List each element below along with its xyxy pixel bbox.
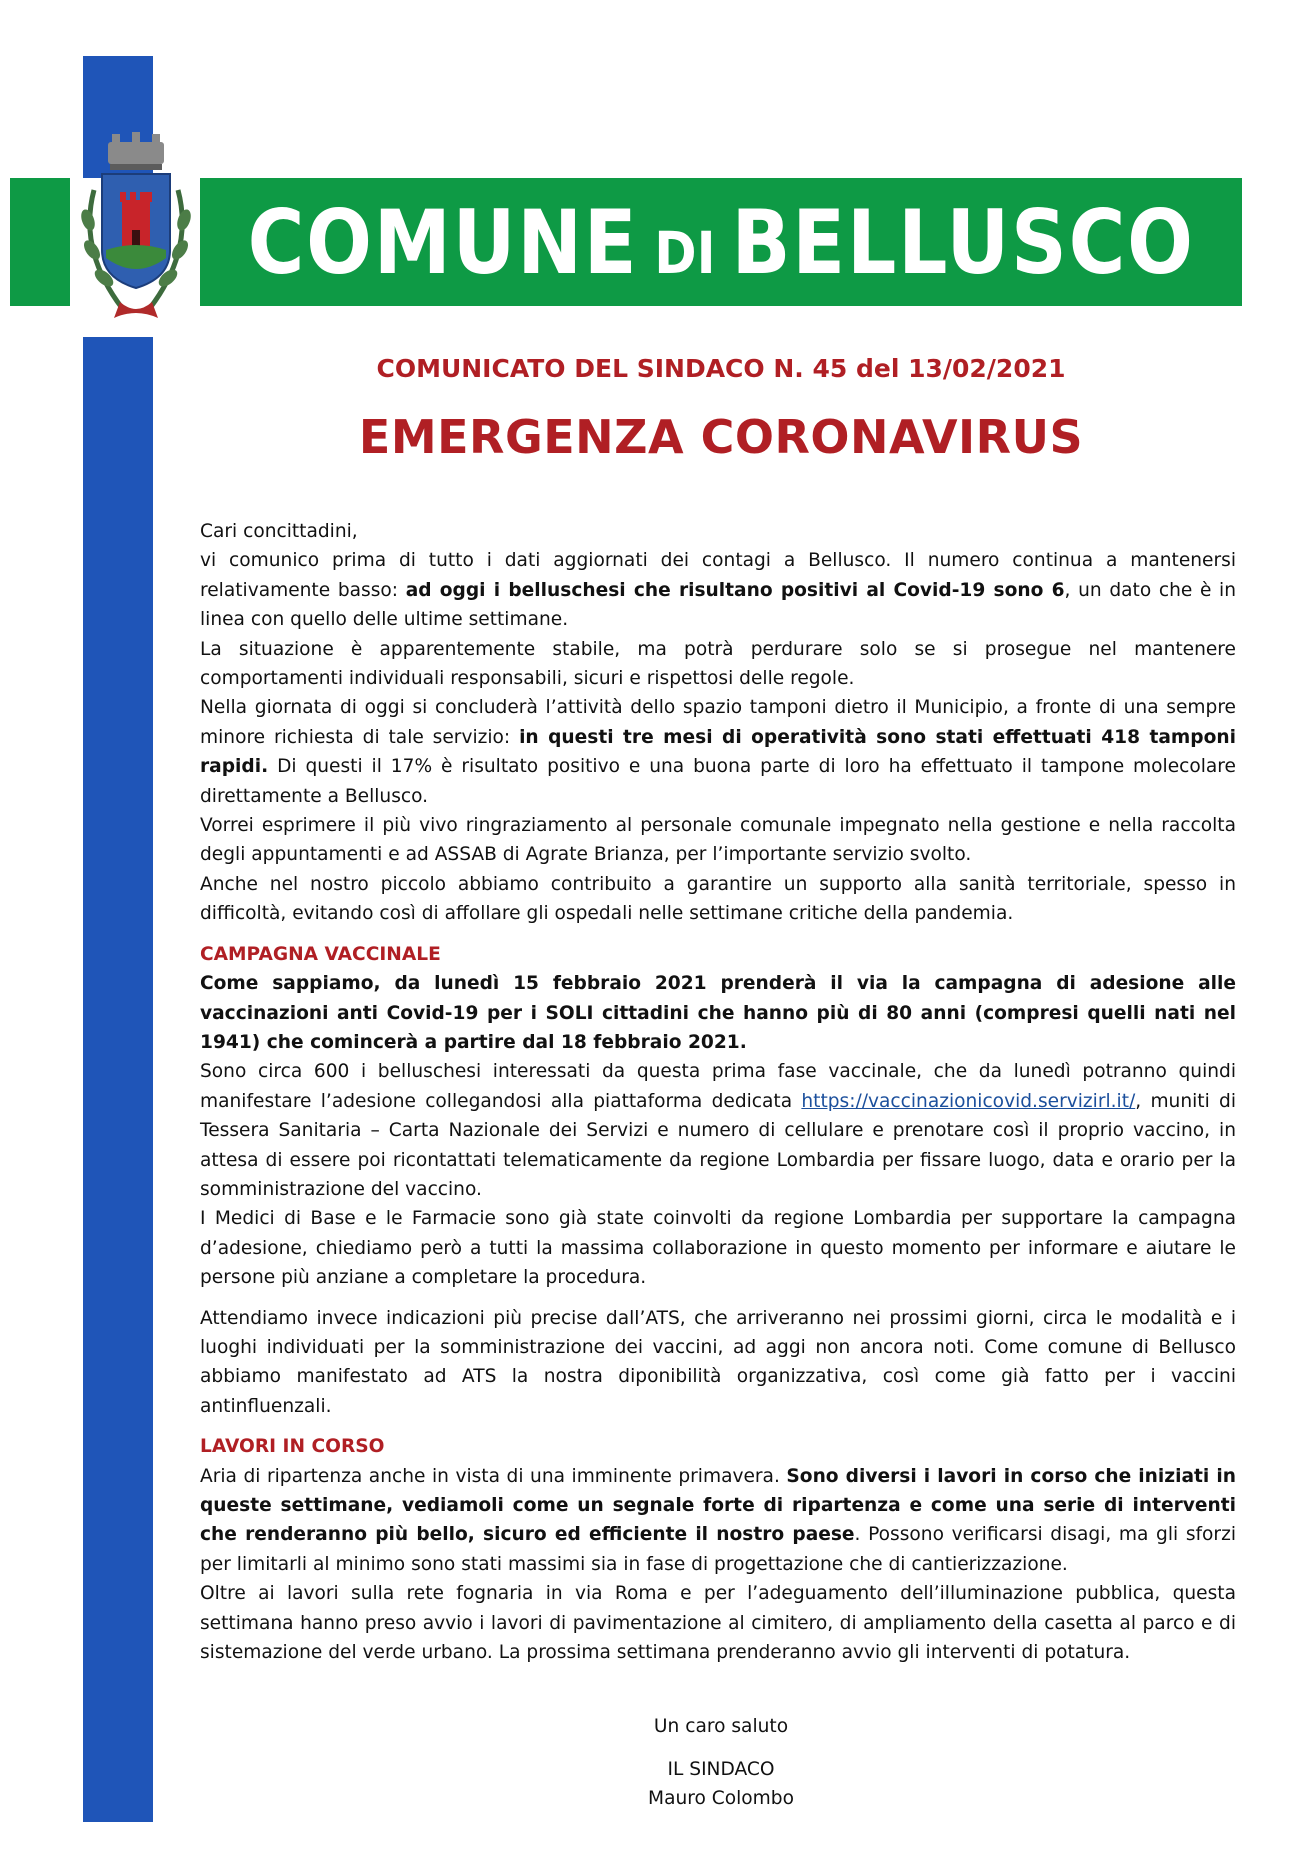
text-run: Nella giornata di oggi si concluderà l’attività dello spazio tamponi dietro il Municipio, a fronte di una sempre minore richiesta di tale servizio: [200, 697, 1236, 748]
signature-name: Mauro Colombo [648, 1788, 794, 1809]
blue-stripe-main [83, 337, 153, 1822]
municipal-crest-icon [72, 130, 200, 330]
comune-banner [200, 178, 1242, 306]
banner-title [247, 191, 1194, 294]
text-run: . Possono verificarsi disagi, ma gli sforzi per limitarli al minimo sono stati massimi sia in fase di progettazione che di cantierizzazione. [200, 1524, 1236, 1575]
communicato-title: COMUNICATO DEL SINDACO N. 45 del 13/02/2021 [376, 354, 1066, 383]
intro-paragraph-2: La situazione è apparentemente stabile, ma potrà perdurare solo se si prosegue nel mantenere comportamenti individuali responsabili, sicuri e rispettosi delle regole. [200, 638, 1236, 690]
banner-word-bellusco: BELLUSCO [731, 190, 1195, 294]
text-run: , un dato che è in linea con quello delle ultime settimane. [200, 579, 1236, 631]
intro-paragraph-1 [200, 546, 1236, 634]
letter-body [200, 517, 1236, 1667]
vaccini-paragraph-4: Attendiamo invece indicazioni più precise dall’ATS, che arriveranno nei prossimi giorni, circa le modalità e i luoghi individuati per la somministrazione dei vaccini, ad aggi non ancora noti. Come comune di Bellusco abbiamo manifestato ad ATS la nostra diponibilità organizzativa, così come già fatto per i vaccini antinfluenzali. [200, 1307, 1236, 1417]
vaccini-paragraph-3: I Medici di Base e le Farmacie sono già state coinvolti da regione Lombardia per supportare la campagna d’adesione, chiediamo però a tutti la massima collaborazione in questo momento per informare e aiutare le persone più anziane a completare la procedura. [200, 1208, 1236, 1289]
closing-salutation: Un caro saluto [653, 1716, 789, 1737]
bold-run: ad oggi i belluschesi che risultano positivi al Covid-19 sono 6 [405, 579, 1065, 601]
intro-paragraph-5: Anche nel nostro piccolo abbiamo contribuito a garantire un supporto alla sanità territoriale, spesso in difficoltà, evitando così di affollare gli ospedali nelle settimane critiche della pandemia. [200, 873, 1236, 925]
signature-block [200, 1712, 1242, 1813]
vaccination-portal-link[interactable]: https://vaccinazionicovid.servizirl.it/ [801, 1090, 1136, 1112]
banner-word-di: DI [654, 218, 716, 287]
text-run: vi comunico prima di tutto i dati aggiornati dei contagi a Bellusco. Il numero continua a mantenersi relativamente basso: [200, 550, 1236, 601]
section-heading-vaccini: CAMPAGNA VACCINALE [200, 943, 441, 965]
bold-run: in questi tre mesi di operatività sono stati effettuati 418 tamponi rapidi. [200, 726, 1236, 778]
intro-paragraph-3 [200, 693, 1236, 811]
bold-run: Sono diversi i lavori in corso che iniziati in queste settimane, vediamoli come un segnale forte di ripartenza e come una serie di interventi che renderanno più bello, sicuro ed efficiente il nostro paese [200, 1465, 1236, 1546]
banner-word-comune: COMUNE [247, 190, 639, 294]
text-run: Aria di ripartenza anche in vista di una imminente primavera. [200, 1465, 787, 1487]
text-run: , muniti di Tessera Sanitaria – Carta Nazionale dei Servizi e numero di cellulare e prenotare così il proprio vaccino, in attesa di essere poi ricontattati telematicamente da regione Lombardia per fissare luogo, data e orario per la somministrazione del vaccino. [200, 1090, 1236, 1200]
text-run: Di questi il 17% è risultato positivo e una buona parte di loro ha effettuato il tampone molecolare direttamente a Bellusco. [200, 756, 1236, 807]
emergenza-title: EMERGENZA CORONAVIRUS [358, 410, 1084, 464]
lavori-paragraph-1 [200, 1462, 1236, 1580]
text-run: Sono circa 600 i belluschesi interessati da questa prima fase vaccinale, che da lunedì potranno quindi manifestare l’adesione collegandosi alla piattaforma dedicata [200, 1061, 1236, 1112]
signature-role: IL SINDACO [667, 1759, 775, 1780]
vaccini-paragraph-2 [200, 1057, 1236, 1204]
bold-run: Come sappiamo, da lunedì 15 febbraio 2021 prenderà il via la campagna di adesione alle vaccinazioni anti Covid-19 per i SOLI cittadini che hanno più di 80 anni (compresi quelli nati nel 1941) che comincerà a partire dal 18 febbraio 2021. [200, 973, 1236, 1053]
section-heading-lavori: LAVORI IN CORSO [200, 1436, 385, 1458]
green-stripe-left [10, 178, 70, 306]
vaccini-paragraph-1 [200, 969, 1236, 1057]
lavori-paragraph-2: Oltre ai lavori sulla rete fognaria in via Roma e per l’adeguamento dell’illuminazione pubblica, questa settimana hanno preso avvio i lavori di pavimentazione al cimitero, di ampliamento della casetta al parco e di sistemazione del verde urbano. La prossima settimana prenderanno avvio gli interventi di potatura. [200, 1583, 1236, 1664]
intro-paragraph-4: Vorrei esprimere il più vivo ringraziamento al personale comunale impegnato nella gestione e nella raccolta degli appuntamenti e ad ASSAB di Agrate Brianza, per l’importante servizio svolto. [200, 815, 1236, 866]
greeting: Cari concittadini, [200, 521, 358, 542]
